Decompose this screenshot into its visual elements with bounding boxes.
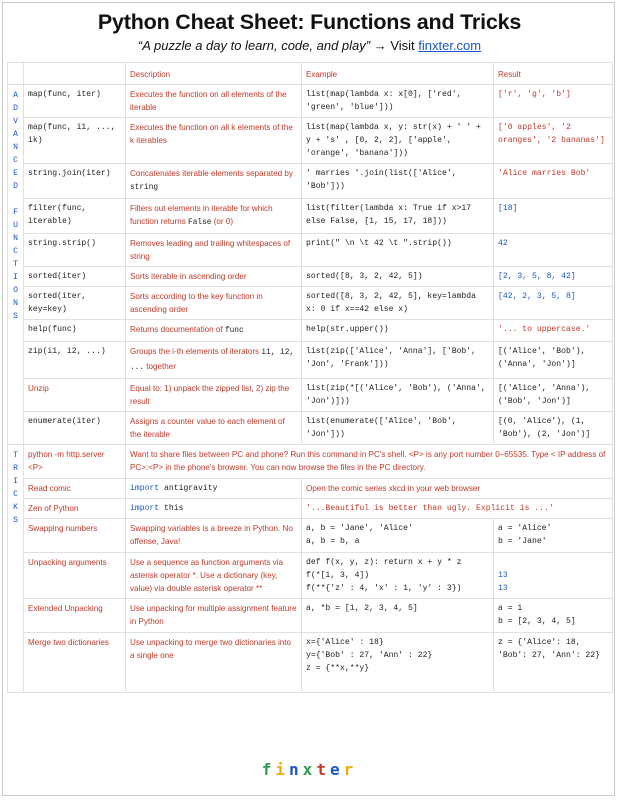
- trick-example: a, *b = [1, 2, 3, 4, 5]: [302, 599, 494, 633]
- column-header-example: Example: [302, 63, 494, 85]
- function-description: Equal to: 1) unpack the zipped list, 2) zip the result: [126, 379, 302, 412]
- trick-example: Open the comic series xkcd in your web browser: [302, 479, 613, 499]
- function-example: list(map(lambda x: x[0], ['red', 'green', 'blue'])): [302, 85, 494, 118]
- function-result: [('Alice', 'Anna'), ('Bob', 'Jon')]: [494, 379, 613, 412]
- trick-name: Zen of Python: [24, 499, 126, 519]
- column-header-result: Result: [494, 63, 613, 85]
- function-name: map(func, iter): [24, 85, 126, 118]
- function-name: sorted(iter, key=key): [24, 287, 126, 320]
- function-description: Executes the function on all elements of the iterable: [126, 85, 302, 118]
- trick-description: import this: [126, 499, 302, 519]
- trick-name: Read comic: [24, 479, 126, 499]
- section-label-advanced-functions: A D V A N C E D F U N C T I O N S: [8, 85, 24, 445]
- function-description: Sorts according to the key function in ascending order: [126, 287, 302, 320]
- trick-description: Use a sequence as function arguments via asterisk operator *. Use a dictionary (key, value) via double asterisk operator **: [126, 553, 302, 599]
- function-example: sorted([8, 3, 2, 42, 5], key=lambda x: 0 if x==42 else x): [302, 287, 494, 320]
- table-row: [8, 85, 613, 118]
- header-blank-name: [24, 63, 126, 85]
- page-title: Python Cheat Sheet: Functions and Tricks: [97, 10, 522, 34]
- table-row: [8, 553, 613, 599]
- function-example: ' marries '.join(list(['Alice', 'Bob'])): [302, 164, 494, 199]
- table-row: [8, 342, 613, 379]
- table-row: [8, 234, 613, 267]
- trick-result: a = 'Alice' b = 'Jane': [494, 519, 613, 553]
- table-row: [8, 320, 613, 342]
- function-example: print(" \n \t 42 \t ".strip()): [302, 234, 494, 267]
- finxter-logo: finxter: [261, 760, 358, 779]
- function-description: Removes leading and trailing whitespaces of string: [126, 234, 302, 267]
- function-name: map(func, i1, ..., ik): [24, 118, 126, 164]
- function-example: help(str.upper()): [302, 320, 494, 342]
- table-row: [8, 199, 613, 234]
- function-result: [2, 3, 5, 8, 42]: [494, 267, 613, 287]
- trick-name: Extended Unpacking: [24, 599, 126, 633]
- function-name: enumerate(iter): [24, 412, 126, 445]
- function-result: [(0, 'Alice'), (1, 'Bob'), (2, 'Jon')]: [494, 412, 613, 445]
- function-result: 42: [494, 234, 613, 267]
- table-row: [8, 445, 613, 479]
- function-result: ['r', 'g', 'b']: [494, 85, 613, 118]
- function-name: help(func): [24, 320, 126, 342]
- trick-example: x={'Alice' : 18} y={'Bob' : 27, 'Ann' : 22} z = {**x,**y}: [302, 633, 494, 693]
- cheat-sheet-table: [7, 62, 613, 693]
- function-description: Concatenates iterable elements separated by string: [126, 164, 302, 199]
- function-name: zip(i1, i2, ...): [24, 342, 126, 379]
- page-subtitle: [0, 38, 619, 53]
- table-row: [8, 599, 613, 633]
- trick-example: def f(x, y, z): return x + y * z f(*[1, 3, 4]) f(**{'z' : 4, 'x' : 1, 'y' : 3}): [302, 553, 494, 599]
- function-example: list(zip(['Alice', 'Anna'], ['Bob', 'Jon', 'Frank'])): [302, 342, 494, 379]
- trick-description: Swapping variables is a breeze in Python. No offense, Java!: [126, 519, 302, 553]
- function-example: sorted([8, 3, 2, 42, 5]): [302, 267, 494, 287]
- function-result: [18]: [494, 199, 613, 234]
- trick-example: '...Beautiful is better than ugly. Explicit is ...': [302, 499, 613, 519]
- function-result: [42, 2, 3, 5, 8]: [494, 287, 613, 320]
- function-name: string.strip(): [24, 234, 126, 267]
- trick-result: a = 1 b = [2, 3, 4, 5]: [494, 599, 613, 633]
- header-blank-side: [8, 63, 24, 85]
- function-result: 'Alice marries Bob': [494, 164, 613, 199]
- function-name: string.join(iter): [24, 164, 126, 199]
- function-name: sorted(iter): [24, 267, 126, 287]
- function-example: list(enumerate(['Alice', 'Bob', 'Jon'])): [302, 412, 494, 445]
- table-row: [8, 287, 613, 320]
- table-row: [8, 379, 613, 412]
- trick-name: Merge two dictionaries: [24, 633, 126, 693]
- trick-name: Unpacking arguments: [24, 553, 126, 599]
- function-example: list(zip(*[('Alice', 'Bob'), ('Anna', 'Jon')])): [302, 379, 494, 412]
- trick-description: Use unpacking to merge two dictionaries into a single one: [126, 633, 302, 693]
- trick-result: 13 13: [494, 553, 613, 599]
- function-description: Filters out elements in iterable for which function returns False (or 0): [126, 199, 302, 234]
- table-row: [8, 479, 613, 499]
- table-row: [8, 499, 613, 519]
- function-description: Assigns a counter value to each element of the iterable: [126, 412, 302, 445]
- trick-name: python -m http.server <P>: [24, 445, 126, 479]
- function-result: ['0 apples', '2 oranges', '2 bananas']: [494, 118, 613, 164]
- table-row: [8, 412, 613, 445]
- function-result: [('Alice', 'Bob'), ('Anna', 'Jon')]: [494, 342, 613, 379]
- trick-description: Use unpacking for multiple assignment feature in Python: [126, 599, 302, 633]
- finxter-link[interactable]: finxter.com: [418, 38, 482, 53]
- section-label-tricks: T R I C K S: [8, 445, 24, 693]
- column-header-description: Description: [126, 63, 302, 85]
- function-description: Executes the function on all k elements of the k iterables: [126, 118, 302, 164]
- table-row: [8, 633, 613, 693]
- table-row: [8, 164, 613, 199]
- function-result: '... to uppercase.': [494, 320, 613, 342]
- function-example: list(map(lambda x, y: str(x) + ' ' + y + 's' , [0, 2, 2], ['apple', 'orange', 'banana'])): [302, 118, 494, 164]
- function-name: Unzip: [24, 379, 126, 412]
- trick-name: Swapping numbers: [24, 519, 126, 553]
- table-row: [8, 267, 613, 287]
- function-name: filter(func, iterable): [24, 199, 126, 234]
- table-row: [8, 118, 613, 164]
- trick-description: Want to share files between PC and phone? Run this command in PC's shell. <P> is any port number 0–65535. Type < IP address of PC>:<P> in the phone's browser. You can now browse the files in the PC directory.: [126, 445, 613, 479]
- function-example: list(filter(lambda x: True if x>17 else False, [1, 15, 17, 18])): [302, 199, 494, 234]
- function-description: Sorts iterable in ascending order: [126, 267, 302, 287]
- subtitle-quote: “A puzzle a day to learn, code, and play”: [137, 38, 371, 53]
- function-description: Returns documentation of func: [126, 320, 302, 342]
- function-description: Groups the i-th elements of iterators i1, i2, ... together: [126, 342, 302, 379]
- trick-description: import antigravity: [126, 479, 302, 499]
- table-row: [8, 519, 613, 553]
- trick-example: a, b = 'Jane', 'Alice' a, b = b, a: [302, 519, 494, 553]
- subtitle-arrow: → Visit: [370, 38, 419, 53]
- table-header-row: [8, 63, 613, 85]
- trick-result: z = {'Alice': 18, 'Bob': 27, 'Ann': 22}: [494, 633, 613, 693]
